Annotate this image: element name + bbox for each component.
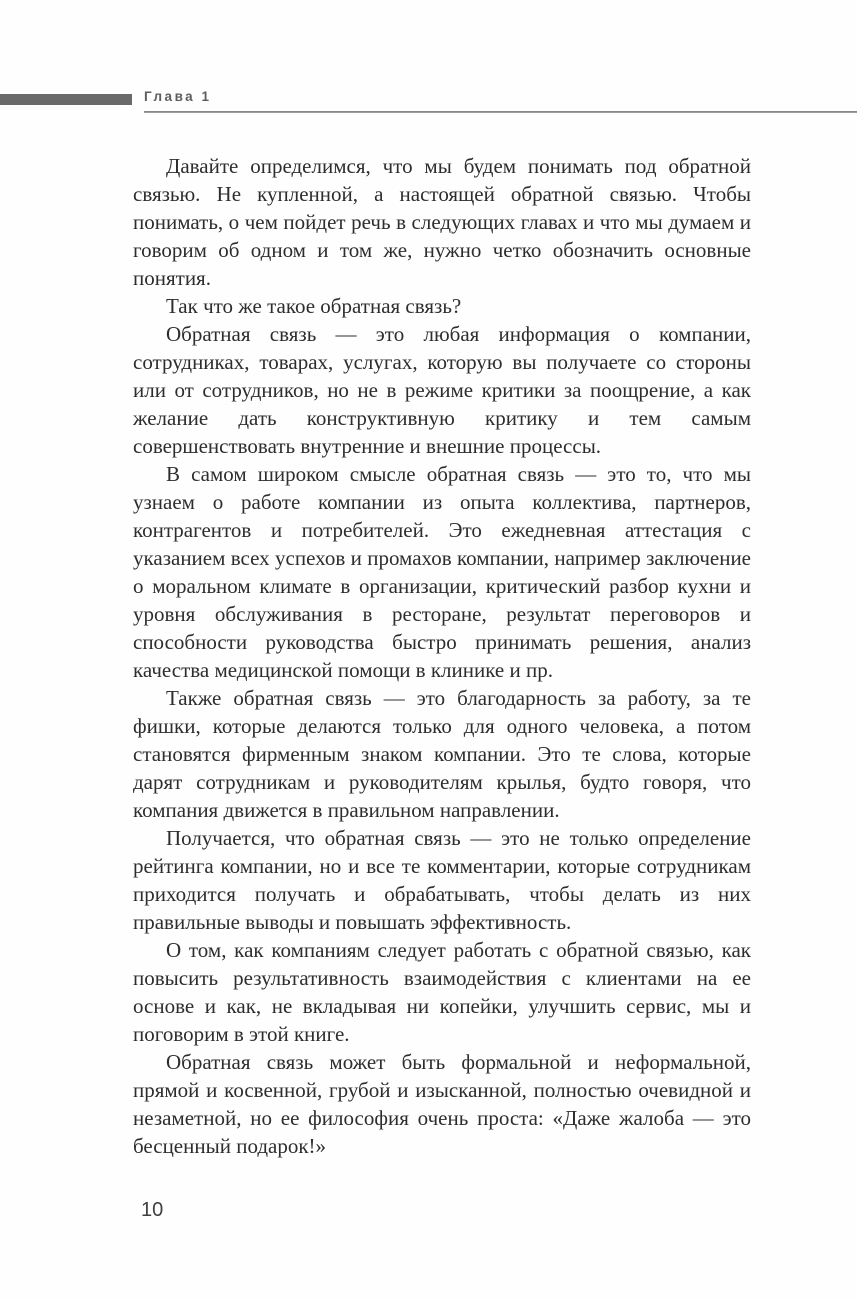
paragraph: Обратная связь — это любая информация о компании, сотрудниках, товарах, услугах, которую вы получаете со стороны или от сотрудников, но не в режиме критики за поощрение, а как желание дать конструктивную критику и тем самым совершенствовать внутренние и внешние процессы. [133, 322, 751, 458]
paragraph: Также обратная связь — это благодарность за работу, за те фишки, которые делаются только для одного человека, а потом становятся фирменным знаком компании. Это те слова, которые дарят сотрудникам и руководителям крылья, будто говоря, что компания движется в правильном направлении. [133, 686, 751, 822]
body-text-block [133, 152, 751, 1160]
page-number: 10 [141, 1199, 164, 1221]
paragraph: В самом широком смысле обратная связь — это то, что мы узнаем о работе компании из опыта коллектива, партнеров, контрагентов и потребителей. Это ежедневная аттестация с указанием всех успехов и промахов компании, например заключение о моральном климате в организации, критический разбор кухни и уровня обслуживания в ресторане, результат переговоров и способности руководства быстро принимать решения, анализ качества медицинской помощи в клинике и пр. [133, 462, 751, 682]
paragraph: О том, как компаниям следует работать с обратной связью, как повысить результативность взаимодействия с клиентами на ее основе и как, не вкладывая ни копейки, улучшить сервис, мы и поговорим в этой книге. [133, 938, 751, 1046]
paragraph: Обратная связь может быть формальной и неформальной, прямой и косвенной, грубой и изысканной, полностью очевидной и незаметной, но ее философия очень проста: «Даже жалоба — это бесценный подарок!» [133, 1050, 751, 1158]
paragraph: Получается, что обратная связь — это не только определение рейтинга компании, но и все те комментарии, которые сотрудникам приходится получать и обрабатывать, чтобы делать из них правильные выводы и повышать эффективность. [133, 826, 751, 934]
paragraph: Давайте определимся, что мы будем понимать под обратной связью. Не купленной, а настоящей обратной связью. Чтобы понимать, о чем пойдет речь в следующих главах и что мы думаем и говорим об одном и том же, нужно четко обозначить основные понятия. [133, 154, 751, 290]
paragraph: Так что же такое обратная связь? [166, 294, 462, 318]
chapter-title: Глава 1 [144, 89, 212, 104]
chapter-marker-bar [0, 94, 132, 105]
header-rule-divider [144, 111, 857, 113]
